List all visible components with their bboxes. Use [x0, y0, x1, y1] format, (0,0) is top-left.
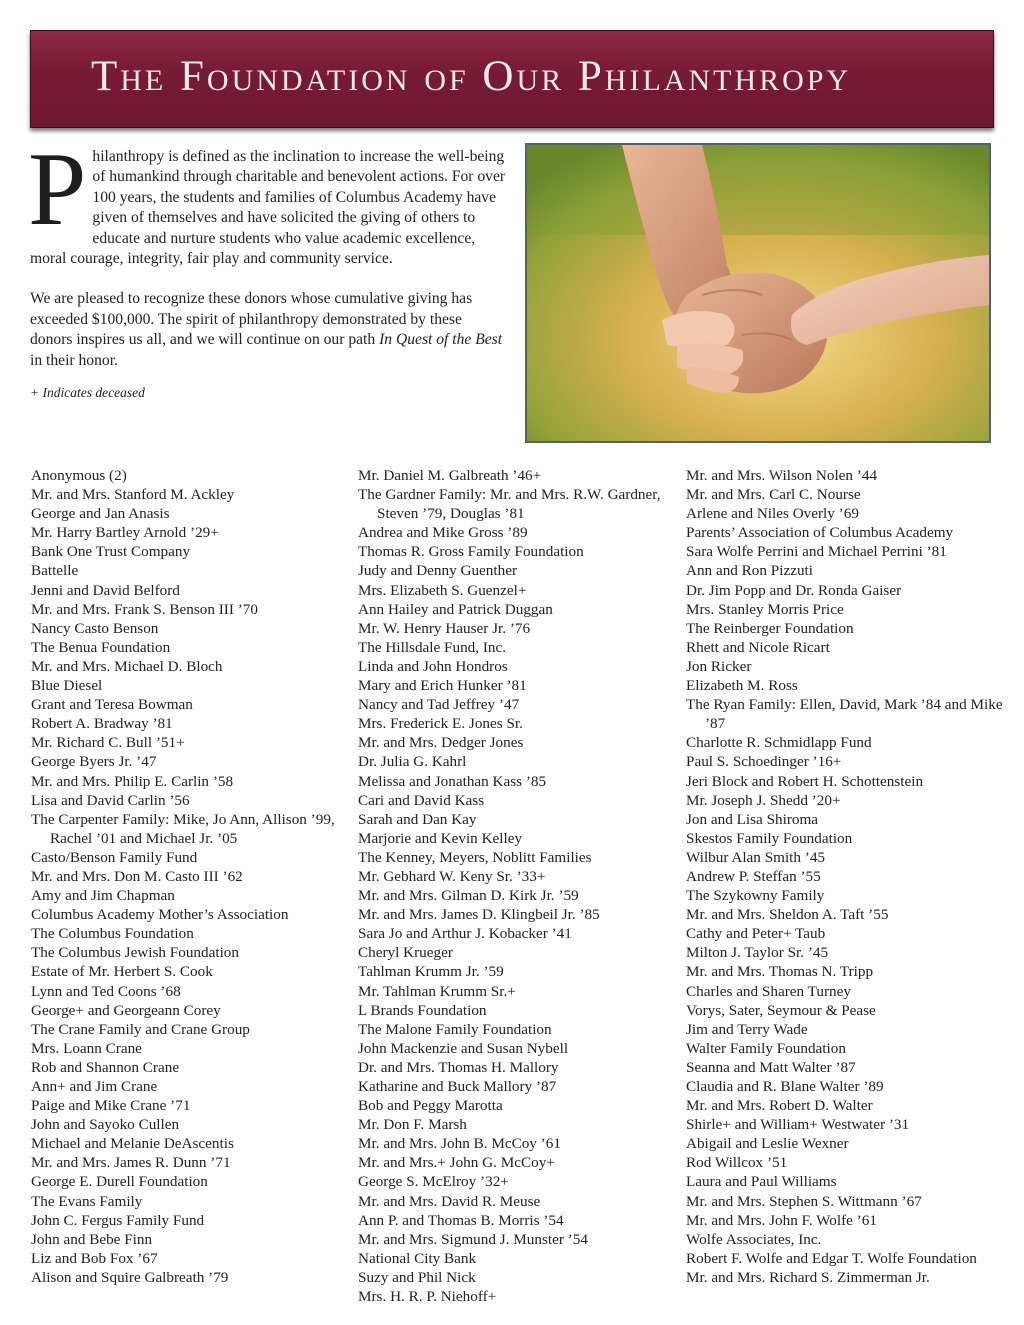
donor-item: Mary and Erich Hunker ’81	[358, 677, 527, 695]
donor-item: Mr. and Mrs. James R. Dunn ’71	[31, 1154, 231, 1172]
donor-item: Laura and Paul Williams	[686, 1173, 837, 1191]
donor-item: Charlotte R. Schmidlapp Fund	[686, 734, 872, 752]
donor-column-1	[31, 466, 351, 1287]
donor-item: The Kenney, Meyers, Noblitt Families	[358, 848, 592, 866]
donor-item: Lisa and David Carlin ’56	[31, 791, 190, 809]
donor-item: Mr. W. Henry Hauser Jr. ’76	[358, 619, 531, 637]
donor-item: Andrew P. Steffan ’55	[686, 867, 821, 885]
donor-item: Mr. and Mrs. Philip E. Carlin ’58	[31, 772, 234, 790]
donor-item: Mrs. Loann Crane	[31, 1039, 142, 1057]
donor-item: Mr. and Mrs. James D. Klingbeil Jr. ’85	[358, 906, 600, 924]
donor-item: Alison and Squire Galbreath ’79	[31, 1268, 229, 1286]
intro-paragraph-2-end: in their honor.	[30, 351, 118, 369]
donor-list	[686, 466, 1006, 1287]
holding-hands-photo	[525, 143, 991, 443]
donor-item: Mr. and Mrs. Robert D. Walter	[686, 1097, 873, 1115]
donor-item: The Gardner Family: Mr. and Mrs. R.W. Gardner, Steven ’79, Douglas ’81	[358, 486, 661, 523]
donor-item: Vorys, Sater, Seymour & Pease	[686, 1001, 876, 1019]
donor-item: Mrs. H. R. P. Niehoff+	[358, 1288, 497, 1306]
donor-item: Dr. Jim Popp and Dr. Ronda Gaiser	[686, 581, 902, 599]
donor-item: Robert A. Bradway ’81	[31, 715, 173, 733]
donor-item: Mr. Harry Bartley Arnold ’29+	[31, 524, 219, 542]
donor-item: L Brands Foundation	[358, 1001, 487, 1019]
donor-item: Anonymous (2)	[31, 467, 127, 484]
donor-item: Andrea and Mike Gross ’89	[358, 524, 528, 542]
donor-item: Columbus Academy Mother’s Association	[31, 906, 289, 924]
donor-item: Nancy and Tad Jeffrey ’47	[358, 696, 520, 714]
donor-item: Dr. and Mrs. Thomas H. Mallory	[358, 1058, 559, 1076]
donor-item: Rob and Shannon Crane	[31, 1058, 180, 1076]
donor-item: The Hillsdale Fund, Inc.	[358, 638, 507, 656]
donor-item: The Columbus Foundation	[31, 925, 194, 943]
donor-item: Katharine and Buck Mallory ’87	[358, 1078, 557, 1095]
donor-list	[358, 466, 678, 1306]
donor-item: Elizabeth M. Ross	[686, 677, 798, 695]
donor-item: Nancy Casto Benson	[31, 619, 159, 637]
donor-item: The Columbus Jewish Foundation	[31, 944, 239, 962]
donor-item: The Carpenter Family: Mike, Jo Ann, Allison ’99, Rachel ’01 and Michael Jr. ’05	[31, 810, 335, 847]
donor-item: Sara Jo and Arthur J. Kobacker ’41	[358, 925, 572, 943]
donor-item: Mrs. Stanley Morris Price	[686, 600, 844, 618]
donor-item: Mr. Don F. Marsh	[358, 1116, 467, 1134]
donor-item: Amy and Jim Chapman	[31, 887, 175, 905]
donor-item: George+ and Georgeann Corey	[31, 1001, 221, 1019]
donor-item: Estate of Mr. Herbert S. Cook	[31, 963, 213, 981]
donor-item: Claudia and R. Blane Walter ’89	[686, 1078, 884, 1095]
donor-item: Mr. and Mrs. Don M. Casto III ’62	[31, 867, 243, 885]
donor-item: Mr. Gebhard W. Keny Sr. ’33+	[358, 867, 546, 885]
donor-item: Abigail and Leslie Wexner	[686, 1135, 849, 1153]
donor-item: Mrs. Elizabeth S. Guenzel+	[358, 581, 527, 599]
donor-item: John C. Fergus Family Fund	[31, 1211, 205, 1229]
donor-item: John and Sayoko Cullen	[31, 1116, 180, 1134]
intro-paragraph-2	[30, 289, 508, 371]
donor-item: Mr. Daniel M. Galbreath ’46+	[358, 467, 542, 484]
donor-item: Rhett and Nicole Ricart	[686, 638, 830, 656]
donor-item: Mr. and Mrs. Dedger Jones	[358, 734, 524, 752]
donor-item: Mr. and Mrs. Carl C. Nourse	[686, 486, 861, 504]
donor-item: The Malone Family Foundation	[358, 1020, 552, 1038]
donor-item: Mr. and Mrs. Richard S. Zimmerman Jr.	[686, 1268, 930, 1286]
donor-item: Mr. and Mrs. Stephen S. Wittmann ’67	[686, 1192, 922, 1210]
drop-cap: P	[28, 130, 87, 247]
donor-item: Mr. and Mrs. Frank S. Benson III ’70	[31, 600, 258, 618]
donor-item: National City Bank	[358, 1249, 477, 1267]
donor-item: Robert F. Wolfe and Edgar T. Wolfe Foundation	[686, 1249, 977, 1267]
donor-item: Mr. and Mrs. Thomas N. Tripp	[686, 963, 874, 981]
donor-item: Mr. and Mrs.+ John G. McCoy+	[358, 1154, 555, 1172]
donor-item: The Szykowny Family	[686, 887, 825, 905]
donor-item: The Evans Family	[31, 1192, 143, 1210]
donor-item: George and Jan Anasis	[31, 505, 170, 523]
donor-item: Cathy and Peter+ Taub	[686, 925, 826, 943]
donor-item: Jon and Lisa Shiroma	[686, 810, 819, 828]
donor-item: George S. McElroy ’32+	[358, 1173, 509, 1191]
donor-item: Mr. and Mrs. David R. Meuse	[358, 1192, 541, 1210]
donor-item: Ann P. and Thomas B. Morris ’54	[358, 1211, 564, 1229]
donor-item: Mr. and Mrs. Sheldon A. Taft ’55	[686, 906, 889, 924]
donor-item: Marjorie and Kevin Kelley	[358, 829, 523, 847]
intro-paragraph-1: hilanthropy is defined as the inclination to increase the well-being of humankind through charitable and benevolent actions. For over 100 years, the students and families of Columbus Academy have given of themselves and have solicited the giving of others to educate and nurture students who value academic excellence, moral courage, integrity, fair play and community service.	[30, 148, 506, 268]
donor-item: Battelle	[31, 562, 79, 580]
donor-item: Seanna and Matt Walter ’87	[686, 1058, 856, 1076]
donor-item: Mr. and Mrs. Gilman D. Kirk Jr. ’59	[358, 887, 579, 905]
intro-paragraph-2-start: We are pleased to recognize these donors whose cumulative giving has exceeded $100,000. The spirit of philanthropy demonstrated by these donors inspires us all, and we will continue on our path	[30, 290, 473, 349]
donor-item: Milton J. Taylor Sr. ’45	[686, 944, 829, 962]
donor-item: Michael and Melanie DeAscentis	[31, 1135, 234, 1153]
donor-item: Paige and Mike Crane ’71	[31, 1097, 191, 1115]
donor-item: Walter Family Foundation	[686, 1039, 846, 1057]
donor-item: Ann and Ron Pizzuti	[686, 562, 813, 580]
donor-item: Judy and Denny Guenther	[358, 562, 518, 580]
donor-item: Mr. Joseph J. Shedd ’20+	[686, 791, 841, 809]
donor-item: Suzy and Phil Nick	[358, 1268, 476, 1286]
donor-item: Mr. and Mrs. Wilson Nolen ’44	[686, 467, 878, 484]
donor-item: The Reinberger Foundation	[686, 619, 854, 637]
donor-item: Jeri Block and Robert H. Schottenstein	[686, 772, 924, 790]
donor-item: Grant and Teresa Bowman	[31, 696, 193, 714]
donor-item: Cheryl Krueger	[358, 944, 453, 962]
donor-item: Arlene and Niles Overly ’69	[686, 505, 859, 523]
donor-item: Jon Ricker	[686, 657, 752, 675]
donor-item: George E. Durell Foundation	[31, 1173, 208, 1191]
donor-column-2	[358, 466, 678, 1306]
title-banner	[30, 30, 994, 128]
donor-item: Linda and John Hondros	[358, 657, 508, 675]
donor-item: Blue Diesel	[31, 677, 103, 695]
page-title: The Foundation of Our Philanthropy	[91, 53, 852, 100]
donor-item: Lynn and Ted Coons ’68	[31, 982, 181, 1000]
donor-item: Mrs. Frederick E. Jones Sr.	[358, 715, 523, 733]
donor-item: Mr. Richard C. Bull ’51+	[31, 734, 185, 752]
donor-item: Sarah and Dan Kay	[358, 810, 477, 828]
donor-item: Mr. and Mrs. John B. McCoy ’61	[358, 1135, 561, 1153]
donor-item: George Byers Jr. ’47	[31, 753, 157, 771]
donor-item: Ann+ and Jim Crane	[31, 1078, 158, 1095]
donor-item: Tahlman Krumm Jr. ’59	[358, 963, 504, 981]
donor-item: Cari and David Kass	[358, 791, 485, 809]
donor-item: Paul S. Schoedinger ’16+	[686, 753, 842, 771]
donor-item: Liz and Bob Fox ’67	[31, 1249, 158, 1267]
donor-item: The Ryan Family: Ellen, David, Mark ’84 and Mike ’87	[686, 696, 1003, 733]
donor-item: Jim and Terry Wade	[686, 1020, 808, 1038]
donor-item: Charles and Sharen Turney	[686, 982, 851, 1000]
donor-item: Wilbur Alan Smith ’45	[686, 848, 826, 866]
donor-item: Wolfe Associates, Inc.	[686, 1230, 822, 1248]
donor-item: Mr. and Mrs. Stanford M. Ackley	[31, 486, 235, 504]
donor-item: Shirle+ and William+ Westwater ’31	[686, 1116, 910, 1134]
donor-item: Sara Wolfe Perrini and Michael Perrini ’81	[686, 543, 947, 561]
donor-item: Bob and Peggy Marotta	[358, 1097, 503, 1115]
donor-item: Mr. and Mrs. Michael D. Bloch	[31, 657, 223, 675]
donor-item: Rod Willcox ’51	[686, 1154, 788, 1172]
donor-column-3	[686, 466, 1006, 1287]
donor-item: Ann Hailey and Patrick Duggan	[358, 600, 553, 618]
donor-item: The Benua Foundation	[31, 638, 171, 656]
intro-text	[28, 130, 508, 403]
donor-item: Melissa and Jonathan Kass ’85	[358, 772, 547, 790]
intro-paragraph-2-motto: In Quest of the Best	[379, 331, 503, 349]
donor-item: Skestos Family Foundation	[686, 829, 853, 847]
donor-item: Mr. and Mrs. John F. Wolfe ’61	[686, 1211, 877, 1229]
donor-item: Mr. and Mrs. Sigmund J. Munster ’54	[358, 1230, 588, 1248]
donor-item: Casto/Benson Family Fund	[31, 848, 198, 866]
donor-item: Jenni and David Belford	[31, 581, 180, 599]
donor-list	[31, 466, 351, 1287]
donor-item: Mr. Tahlman Krumm Sr.+	[358, 982, 516, 1000]
holding-hands-illustration	[527, 145, 989, 441]
donor-item: Thomas R. Gross Family Foundation	[358, 543, 584, 561]
donor-item: John Mackenzie and Susan Nybell	[358, 1039, 569, 1057]
donor-item: Bank One Trust Company	[31, 543, 191, 561]
donor-item: Parents’ Association of Columbus Academy	[686, 524, 954, 542]
donor-item: The Crane Family and Crane Group	[31, 1020, 250, 1038]
donor-item: John and Bebe Finn	[31, 1230, 153, 1248]
donor-item: Dr. Julia G. Kahrl	[358, 753, 467, 771]
deceased-note: + Indicates deceased	[30, 385, 145, 401]
